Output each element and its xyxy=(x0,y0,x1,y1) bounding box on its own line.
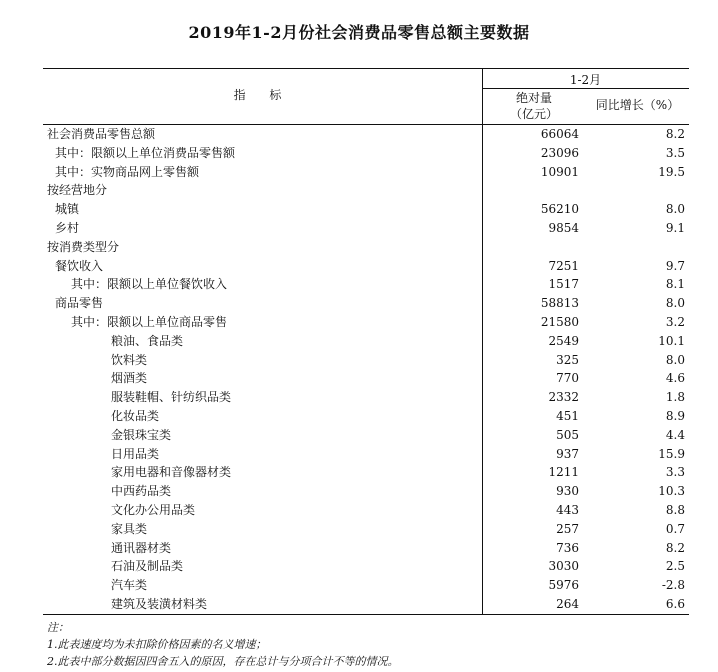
row-yoy-value: 3.5 xyxy=(665,145,685,160)
table-row xyxy=(43,313,689,332)
row-absolute-value: 505 xyxy=(556,427,579,442)
row-yoy-value: 8.2 xyxy=(665,540,685,555)
row-label: 通讯器材类 xyxy=(111,540,172,555)
row-absolute-value: 937 xyxy=(556,446,579,461)
row-absolute-value: 9854 xyxy=(548,220,579,235)
row-label: 服装鞋帽、针纺织品类 xyxy=(111,390,232,405)
row-label: 按经营地分 xyxy=(47,183,108,198)
row-absolute-value: 736 xyxy=(556,540,579,555)
row-label: 餐饮收入 xyxy=(55,258,104,273)
header-absolute-line1: 绝对量 xyxy=(515,91,552,105)
table-row xyxy=(43,125,689,144)
table-row xyxy=(43,520,689,539)
row-yoy-value: 6.6 xyxy=(665,596,685,611)
row-absolute-value: 257 xyxy=(556,521,579,536)
row-label: 乡村 xyxy=(55,220,80,235)
table-top-rule xyxy=(43,68,689,69)
table-row xyxy=(43,294,689,313)
table-row xyxy=(43,257,689,276)
table-row xyxy=(43,557,689,576)
header-yoy: 同比增长（%） xyxy=(595,98,680,112)
row-yoy-value: 8.0 xyxy=(665,202,685,217)
row-label: 社会消费品零售总额 xyxy=(47,127,156,141)
table-row xyxy=(43,539,689,558)
row-label: 饮料类 xyxy=(111,352,148,367)
row-absolute-value: 56210 xyxy=(540,202,579,217)
page-title: 2019年1-2月份社会消费品零售总额主要数据 xyxy=(188,23,530,42)
table-row xyxy=(43,576,689,595)
row-label: 家用电器和音像器材类 xyxy=(111,465,232,480)
table-row xyxy=(43,238,689,257)
notes xyxy=(47,619,399,670)
row-label: 粮油、食品类 xyxy=(111,333,184,348)
table-row xyxy=(43,482,689,501)
row-label: 石油及制品类 xyxy=(111,559,184,574)
row-label: 其中：限额以上单位商品零售 xyxy=(71,314,228,329)
table-row xyxy=(43,407,689,426)
row-absolute-value: 5976 xyxy=(548,578,579,593)
table-row xyxy=(43,369,689,388)
row-yoy-value: 8.2 xyxy=(665,127,685,141)
header-absolute xyxy=(482,90,586,122)
row-absolute-value: 264 xyxy=(556,596,579,611)
note-item: 2.此表中部分数据因四舍五入的原因，存在总计与分项合计不等的情况。 xyxy=(47,655,399,668)
row-label: 其中：限额以上单位餐饮收入 xyxy=(71,277,228,292)
table-bottom-rule xyxy=(43,614,689,615)
row-yoy-value: 15.9 xyxy=(658,446,685,461)
header-absolute-line2: （亿元） xyxy=(509,107,558,121)
row-absolute-value: 451 xyxy=(556,408,579,423)
row-yoy-value: 19.5 xyxy=(658,164,685,179)
row-label: 家具类 xyxy=(111,521,148,536)
row-label: 中西药品类 xyxy=(111,484,172,499)
row-absolute-value: 2549 xyxy=(548,333,579,348)
row-yoy-value: 8.0 xyxy=(665,352,685,367)
row-label: 汽车类 xyxy=(111,578,148,593)
table-row xyxy=(43,595,689,614)
table-body xyxy=(43,125,689,614)
row-absolute-value: 325 xyxy=(556,352,579,367)
header-indicator: 指 标 xyxy=(233,88,292,102)
table-row xyxy=(43,388,689,407)
row-absolute-value: 7251 xyxy=(548,258,579,273)
row-yoy-value: 3.2 xyxy=(665,314,685,329)
row-absolute-value: 443 xyxy=(556,502,579,517)
table-row xyxy=(43,181,689,200)
row-absolute-value: 930 xyxy=(556,484,579,499)
table-row xyxy=(43,144,689,163)
period-header-rule xyxy=(482,88,689,89)
header-period: 1-2月 xyxy=(569,73,602,87)
table-row xyxy=(43,219,689,238)
row-label: 金银珠宝类 xyxy=(111,427,172,442)
table-row xyxy=(43,501,689,520)
row-label: 日用品类 xyxy=(111,446,160,461)
row-absolute-value: 23096 xyxy=(540,145,579,160)
row-yoy-value: 4.6 xyxy=(665,371,685,386)
table-row xyxy=(43,332,689,351)
row-absolute-value: 3030 xyxy=(548,559,579,574)
table-row xyxy=(43,163,689,182)
row-label: 化妆品类 xyxy=(111,408,160,423)
row-absolute-value: 2332 xyxy=(548,390,579,405)
notes-heading: 注： xyxy=(47,621,69,634)
row-yoy-value: 10.3 xyxy=(658,484,685,499)
row-yoy-value: 8.1 xyxy=(665,277,685,292)
row-absolute-value: 770 xyxy=(556,371,579,386)
table-row xyxy=(43,463,689,482)
row-yoy-value: 2.5 xyxy=(665,559,685,574)
note-item: 1.此表速度均为未扣除价格因素的名义增速； xyxy=(47,638,267,651)
row-label: 文化办公用品类 xyxy=(111,502,196,517)
row-yoy-value: 8.9 xyxy=(665,408,685,423)
row-label: 建筑及装潢材料类 xyxy=(111,596,208,611)
row-yoy-value: -2.8 xyxy=(661,578,685,593)
table-row xyxy=(43,426,689,445)
row-label: 其中：实物商品网上零售额 xyxy=(55,164,200,179)
table-row xyxy=(43,445,689,464)
table-row xyxy=(43,275,689,294)
row-label: 按消费类型分 xyxy=(47,239,120,254)
row-yoy-value: 10.1 xyxy=(658,333,685,348)
row-yoy-value: 4.4 xyxy=(665,427,685,442)
row-yoy-value: 9.7 xyxy=(665,258,685,273)
row-label: 烟酒类 xyxy=(111,371,148,386)
table-row xyxy=(43,351,689,370)
row-yoy-value: 8.0 xyxy=(665,296,685,311)
row-absolute-value: 66064 xyxy=(540,127,579,141)
row-absolute-value: 1211 xyxy=(548,465,579,480)
row-absolute-value: 58813 xyxy=(540,296,579,311)
row-absolute-value: 1517 xyxy=(548,277,579,292)
row-yoy-value: 9.1 xyxy=(665,220,685,235)
row-yoy-value: 0.7 xyxy=(665,521,685,536)
row-absolute-value: 10901 xyxy=(540,164,579,179)
row-label: 其中：限额以上单位消费品零售额 xyxy=(55,145,236,160)
row-yoy-value: 8.8 xyxy=(665,502,685,517)
table-row xyxy=(43,200,689,219)
row-label: 商品零售 xyxy=(55,296,104,311)
row-yoy-value: 3.3 xyxy=(665,465,685,480)
row-yoy-value: 1.8 xyxy=(665,390,685,405)
row-absolute-value: 21580 xyxy=(540,314,579,329)
row-label: 城镇 xyxy=(55,202,80,217)
